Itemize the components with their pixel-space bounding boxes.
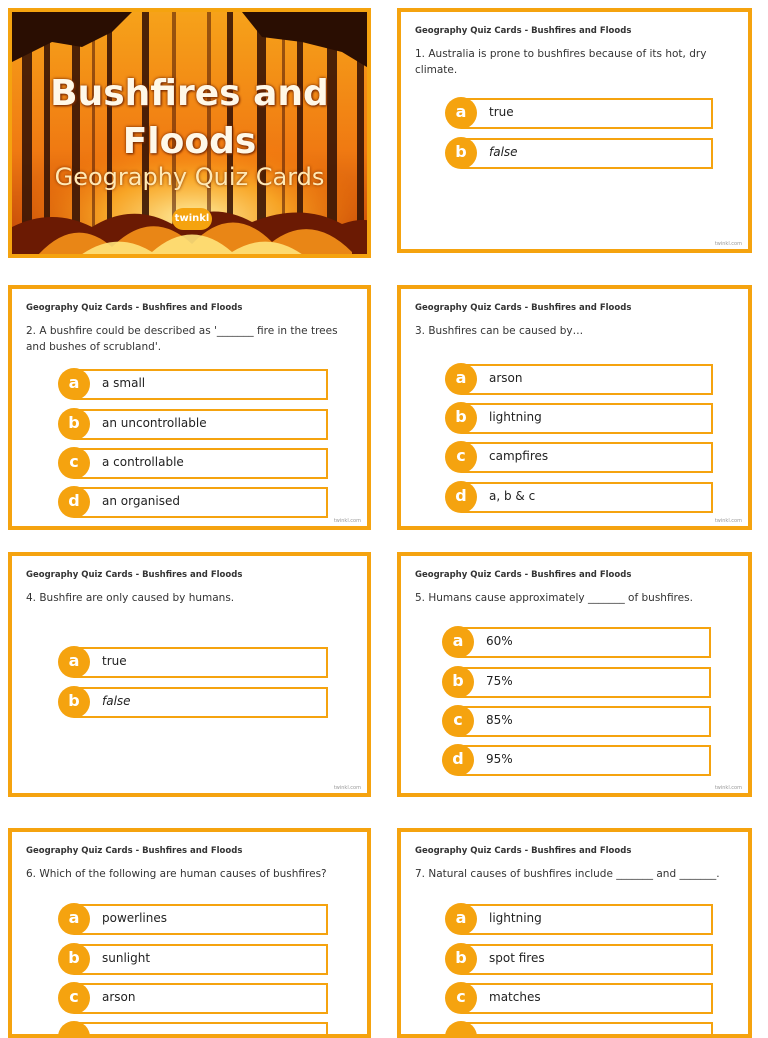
question-text: 6. Which of the following are human causes of bushfires? xyxy=(26,868,327,880)
cover-title: Bushfires and Floods xyxy=(50,73,329,162)
option-label: a small xyxy=(102,376,146,390)
option-label: 85% xyxy=(486,713,513,727)
option-d[interactable] xyxy=(445,482,713,513)
option-a[interactable] xyxy=(58,647,328,678)
footer-mark: twinkl.com xyxy=(333,785,361,791)
option-d-partial[interactable] xyxy=(445,1022,713,1038)
option-label: 60% xyxy=(486,634,513,648)
option-c[interactable] xyxy=(58,983,328,1014)
option-label: false xyxy=(489,145,518,159)
option-c[interactable] xyxy=(445,983,713,1014)
quiz-card-5 xyxy=(397,552,752,797)
option-label: an organised xyxy=(102,494,180,508)
card-header: Geography Quiz Cards - Bushfires and Floods xyxy=(415,570,632,580)
option-label: lightning xyxy=(489,410,542,424)
option-label: an uncontrollable xyxy=(102,416,207,430)
option-c[interactable] xyxy=(442,706,711,737)
option-box xyxy=(74,1022,328,1038)
option-letter-badge: a xyxy=(445,363,477,395)
footer-mark: twinkl.com xyxy=(714,785,742,791)
option-b[interactable] xyxy=(58,409,328,440)
question-text: 5. Humans cause approximately _______ of bushfires. xyxy=(415,592,693,604)
option-label: true xyxy=(489,105,514,119)
question-text: 7. Natural causes of bushfires include _______ and _______. xyxy=(415,868,720,880)
option-a[interactable] xyxy=(445,364,713,395)
option-label: sunlight xyxy=(102,951,151,965)
card-header: Geography Quiz Cards - Bushfires and Floods xyxy=(26,570,243,580)
option-letter-badge: b xyxy=(58,943,90,975)
option-label: 75% xyxy=(486,674,513,688)
option-a[interactable] xyxy=(445,98,713,129)
option-letter-badge: d xyxy=(58,486,90,518)
option-label: a controllable xyxy=(102,455,184,469)
option-label: arson xyxy=(102,990,136,1004)
option-b[interactable] xyxy=(58,687,328,718)
question-text: 3. Bushfires can be caused by… xyxy=(415,325,584,337)
option-label: matches xyxy=(489,990,541,1004)
footer-mark: twinkl.com xyxy=(333,518,361,524)
option-d-partial[interactable] xyxy=(58,1022,328,1038)
option-b[interactable] xyxy=(442,667,711,698)
option-box xyxy=(461,1022,713,1038)
twinkl-logo: twinkl xyxy=(172,208,212,230)
card-header: Geography Quiz Cards - Bushfires and Floods xyxy=(415,846,632,856)
footer-mark: twinkl.com xyxy=(714,241,742,247)
option-letter-badge: b xyxy=(58,686,90,718)
quiz-card-2 xyxy=(8,285,371,530)
option-letter-badge: c xyxy=(58,982,90,1014)
cover-card xyxy=(8,8,371,258)
card-header: Geography Quiz Cards - Bushfires and Floods xyxy=(26,303,243,313)
option-letter-badge: a xyxy=(442,626,474,658)
option-letter-badge: d xyxy=(445,481,477,513)
card-header: Geography Quiz Cards - Bushfires and Floods xyxy=(415,303,632,313)
option-letter-badge: b xyxy=(445,943,477,975)
option-label: lightning xyxy=(489,911,542,925)
option-label: true xyxy=(102,654,127,668)
option-c[interactable] xyxy=(58,448,328,479)
option-letter-badge: c xyxy=(445,441,477,473)
option-label: spot fires xyxy=(489,951,545,965)
question-text: 2. A bushfire could be described as '_______ fire in the trees and bushes of scrubland'. xyxy=(26,325,338,353)
option-label: a, b & c xyxy=(489,489,536,503)
option-a[interactable] xyxy=(58,369,328,400)
option-b[interactable] xyxy=(445,944,713,975)
option-letter-badge: d xyxy=(442,744,474,776)
option-label: 95% xyxy=(486,752,513,766)
option-d[interactable] xyxy=(442,745,711,776)
option-letter-badge: b xyxy=(445,402,477,434)
option-a[interactable] xyxy=(442,627,711,658)
card-header: Geography Quiz Cards - Bushfires and Floods xyxy=(26,846,243,856)
option-letter-badge: c xyxy=(58,447,90,479)
option-letter-badge: a xyxy=(445,903,477,935)
cover-subtitle: Geography Quiz Cards xyxy=(54,163,325,191)
option-letter-badge: a xyxy=(58,903,90,935)
option-a[interactable] xyxy=(58,904,328,935)
option-letter-badge: a xyxy=(58,646,90,678)
option-letter-badge: b xyxy=(445,137,477,169)
option-b[interactable] xyxy=(58,944,328,975)
option-d[interactable] xyxy=(58,487,328,518)
quiz-card-6 xyxy=(8,828,371,1038)
footer-mark: twinkl.com xyxy=(714,518,742,524)
question-text: 4. Bushfire are only caused by humans. xyxy=(26,592,235,604)
option-letter-badge: a xyxy=(445,97,477,129)
option-label: arson xyxy=(489,371,523,385)
option-b[interactable] xyxy=(445,138,713,169)
option-label: false xyxy=(102,694,131,708)
option-letter-badge: b xyxy=(58,408,90,440)
quiz-card-4 xyxy=(8,552,371,797)
option-b[interactable] xyxy=(445,403,713,434)
question-text: 1. Australia is prone to bushfires because of its hot, dry climate. xyxy=(415,48,707,76)
option-letter-badge: c xyxy=(442,705,474,737)
option-label: campfires xyxy=(489,449,549,463)
card-header: Geography Quiz Cards - Bushfires and Floods xyxy=(415,26,632,36)
quiz-card-1 xyxy=(397,8,752,253)
quiz-card-7 xyxy=(397,828,752,1038)
option-a[interactable] xyxy=(445,904,713,935)
option-letter-badge: c xyxy=(445,982,477,1014)
option-c[interactable] xyxy=(445,442,713,473)
option-label: powerlines xyxy=(102,911,167,925)
option-letter-badge: a xyxy=(58,368,90,400)
option-letter-badge: b xyxy=(442,666,474,698)
quiz-card-3 xyxy=(397,285,752,530)
